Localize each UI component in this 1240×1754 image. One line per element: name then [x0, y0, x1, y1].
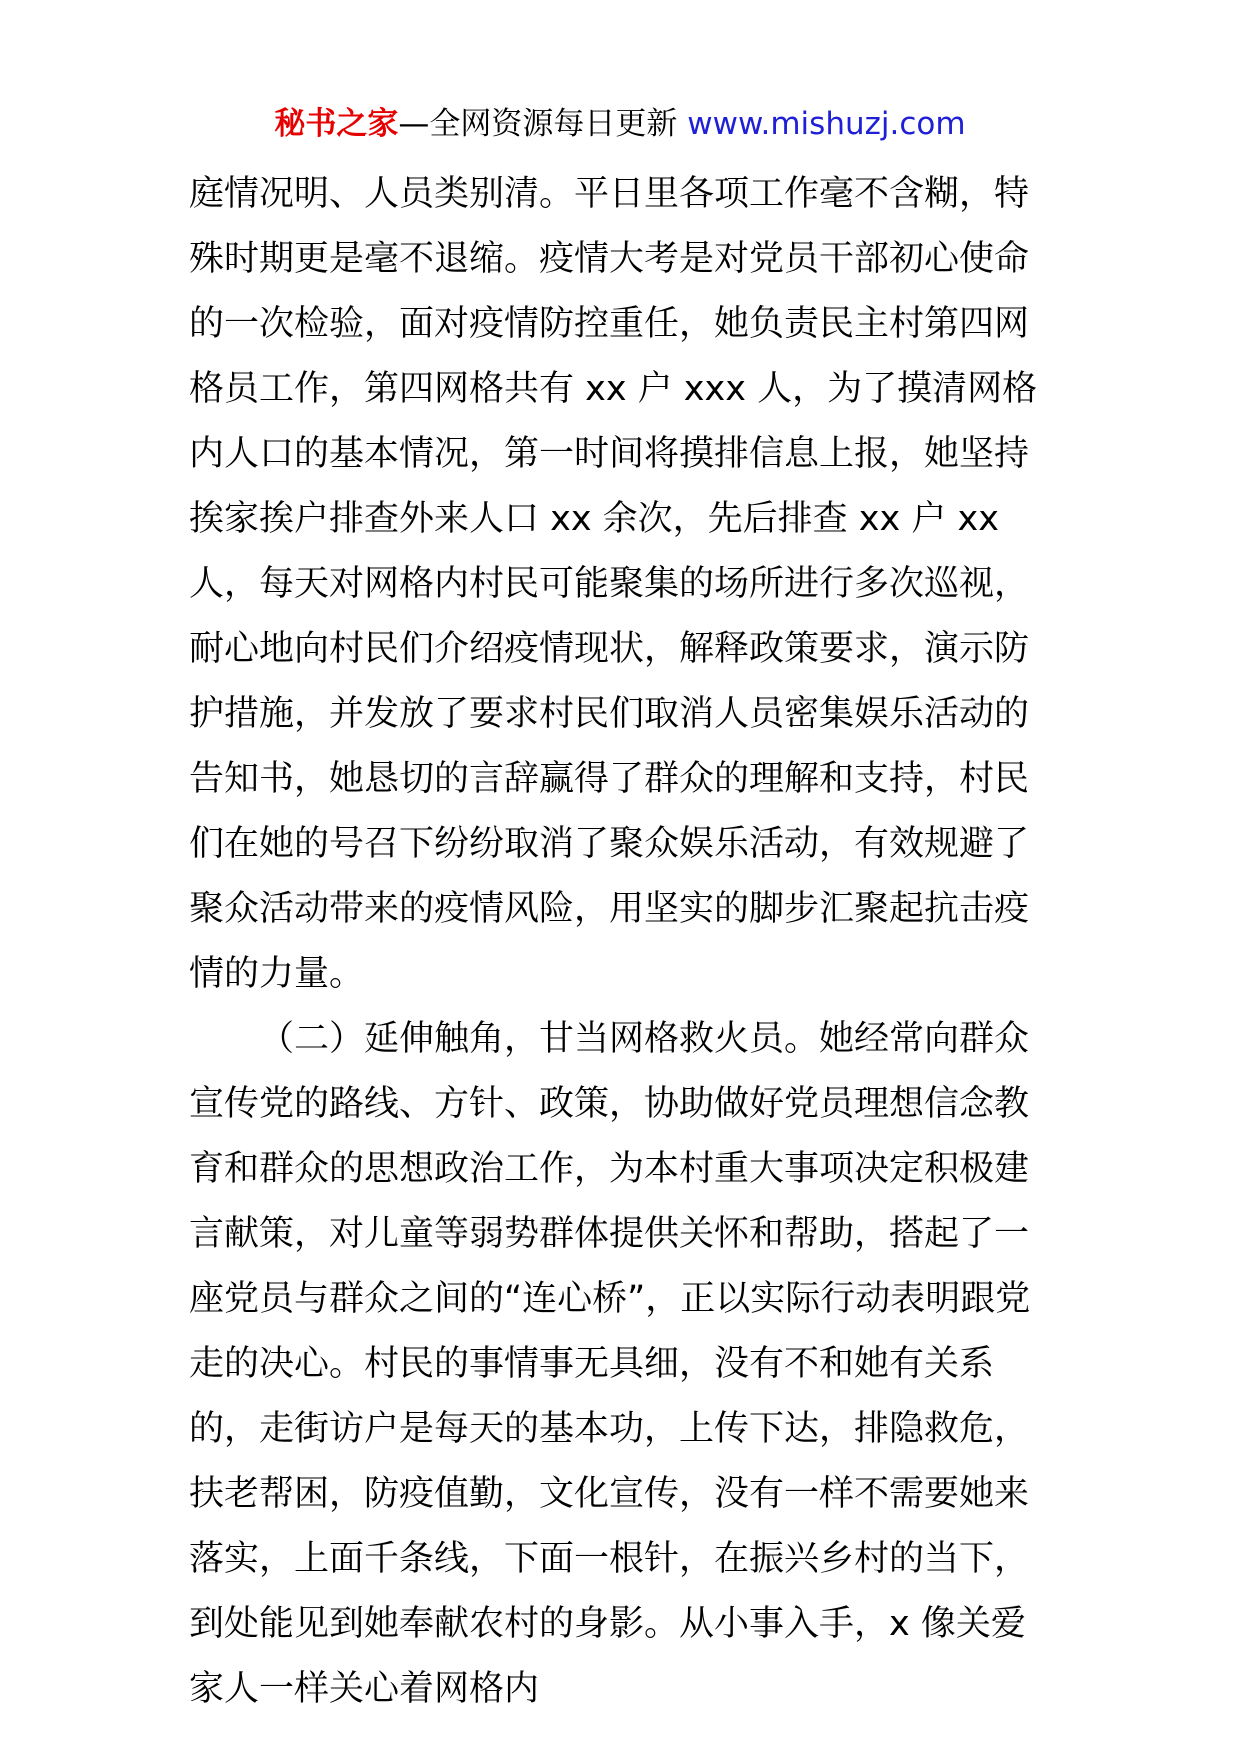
header-slogan: —全网资源每日更新	[398, 106, 688, 142]
brand-name: 秘书之家	[274, 106, 399, 142]
page-header	[0, 102, 1240, 146]
document-body	[189, 162, 1059, 1722]
website-link[interactable]: www.mishuzj.com	[687, 106, 966, 142]
paragraph-1: 庭情况明、人员类别清。平日里各项工作毫不含糊，特殊时期更是毫不退缩。疫情大考是对党员干部初心使命的一次检验，面对疫情防控重任，她负责民主村第四网格员工作，第四网格共有 xx 户 xxx 人，为了摸清网格内人口的基本情况，第一时间将摸排信息上报，她坚持挨家挨户排查外来人口 xx 余次，先后排查 xx 户 xx 人，每天对网格内村民可能聚集的场所进行多次巡视，耐心地向村民们介绍疫情现状，解释政策要求，演示防护措施，并发放了要求村民们取消人员密集娱乐活动的告知书，她恳切的言辞赢得了群众的理解和支持，村民们在她的号召下纷纷取消了聚众娱乐活动，有效规避了聚众活动带来的疫情风险，用坚实的脚步汇聚起抗击疫情的力量。	[189, 174, 1038, 994]
paragraph-2: （二）延伸触角，甘当网格救火员。她经常向群众宣传党的路线、方针、政策，协助做好党员理想信念教育和群众的思想政治工作，为本村重大事项决定积极建言献策，对儿童等弱势群体提供关怀和帮助，搭起了一座党员与群众之间的“连心桥”，正以实际行动表明跟党走的决心。村民的事情事无具细，没有不和她有关系的，走街访户是每天的基本功，上传下达，排隐救危，扶老帮困，防疫值勤，文化宣传，没有一样不需要她来落实，上面千条线，下面一根针，在振兴乡村的当下，到处能见到她奉献农村的身影。从小事入手，x 像关爱家人一样关心着网格内	[189, 1019, 1031, 1709]
